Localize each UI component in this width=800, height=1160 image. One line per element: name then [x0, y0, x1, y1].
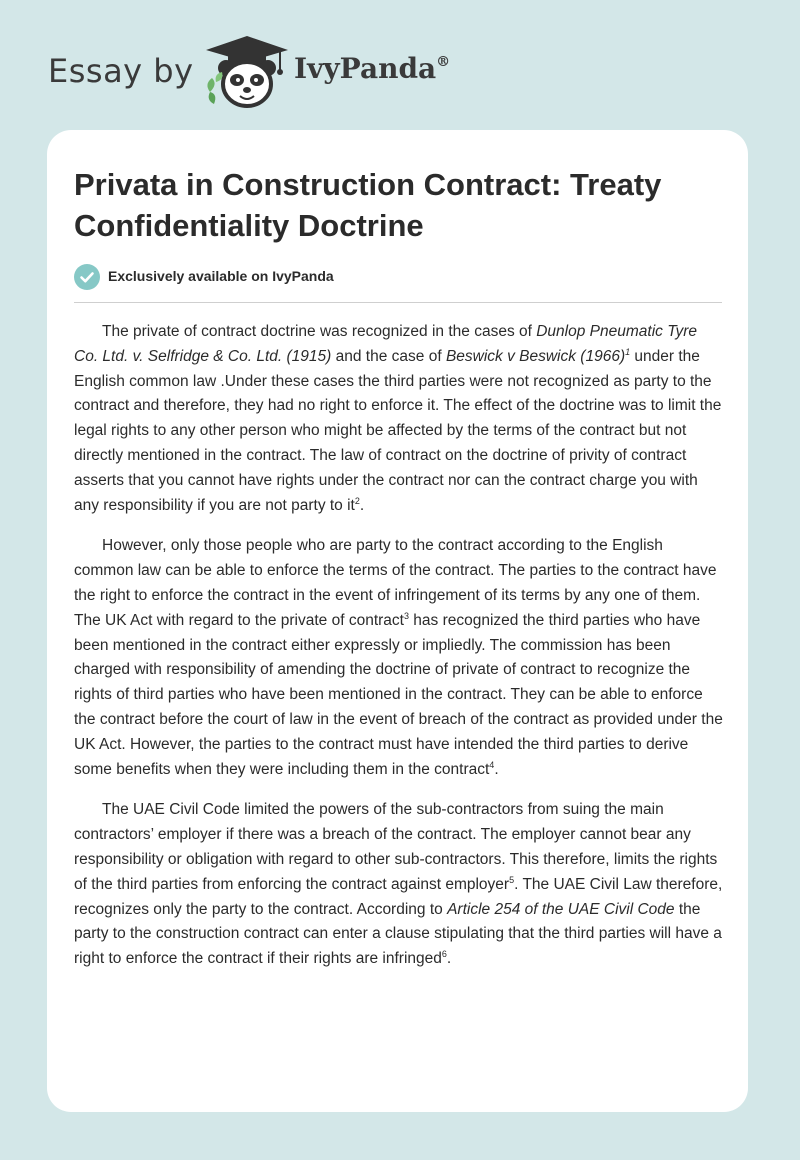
essay-by-label: Essay by	[48, 52, 194, 90]
check-circle-icon	[74, 264, 100, 290]
text-run: the party to the construction contract can enter a clause stipulating that the third parties will have a right to enforce the contract if their rights are infringed	[74, 900, 722, 968]
text-run: .	[359, 496, 365, 514]
footnote-ref[interactable]: 1	[625, 346, 631, 357]
badge-label: Exclusively available on IvyPanda	[108, 268, 334, 284]
italic-citation: Article 254 of the UAE Civil Code	[447, 900, 675, 918]
page-title: Privata in Construction Contract: Treaty Confidentiality Doctrine	[74, 167, 662, 243]
paragraph	[74, 534, 725, 782]
text-run: The private of contract doctrine was recognized in the cases of	[102, 323, 537, 340]
footnote-ref[interactable]: 2	[354, 495, 360, 506]
text-run: under the English common law .Under these cases the third parties were not recognized as party to the contract and therefore, they had no right to enforce it. The effect of the doctrine was to limit the legal rights to any other person who might be affected by the terms of the contract but not directly mentioned in the contract. The law of contract on the doctrine of privity of contract asserts that you cannot have rights under the contract nor can the contract charge you with any responsibility if you are not party to it	[74, 347, 722, 514]
paragraph	[74, 798, 725, 972]
essay-body	[74, 320, 725, 988]
text-run: .	[446, 950, 452, 968]
italic-citation: Beswick v Beswick (1966)	[445, 347, 626, 365]
italic-citation: Dunlop Pneumatic Tyre Co. Ltd. v. Selfridge & Co. Ltd. (1915)	[74, 323, 698, 365]
site-header	[48, 28, 508, 118]
footnote-ref[interactable]: 5	[509, 874, 515, 885]
footnote-ref[interactable]: 3	[403, 610, 409, 621]
text-run: has recognized the third parties who have been mentioned in the contract either expressly or impliedly. The commission has been charged with responsibility of amending the doctrine of private of contract to recognize the rights of third parties who have been mentioned in the contract. They can be able to enforce the contract before the court of law in the event of breach of the contract as provided under the UK Act. However, the parties to the contract must have intended the third parties to derive some benefits when they were including them in the contract	[74, 611, 723, 778]
text-run: The UAE Civil Code limited the powers of the sub-contractors from suing the main contractors’ employer if there was a breach of the contract. The employer cannot bear any responsibility or obligation with regard to other sub-contractors. This therefore, limits the rights of the third parties from enforcing the contract against employer	[74, 801, 718, 893]
footnote-ref[interactable]: 6	[441, 948, 447, 959]
footnote-ref[interactable]: 4	[489, 759, 495, 770]
text-run: .	[494, 760, 499, 778]
divider	[74, 302, 722, 303]
text-run: However, only those people who are party to the contract according to the English common law can be able to enforce the terms of the contract. The parties to the contract have the right to enforce the contract in the event of infringement of its terms by any one of them. The UK Act with regard to the private of contract	[74, 537, 717, 629]
essay-card	[47, 130, 748, 1112]
text-run: and the case of	[331, 347, 446, 365]
ivypanda-logo-icon[interactable]	[204, 34, 290, 114]
paragraph	[74, 320, 725, 518]
ivypanda-brand[interactable]: IvyPanda®	[294, 52, 451, 85]
text-run: . The UAE Civil Law therefore, recognizes only the party to the contract. According to	[74, 875, 723, 918]
